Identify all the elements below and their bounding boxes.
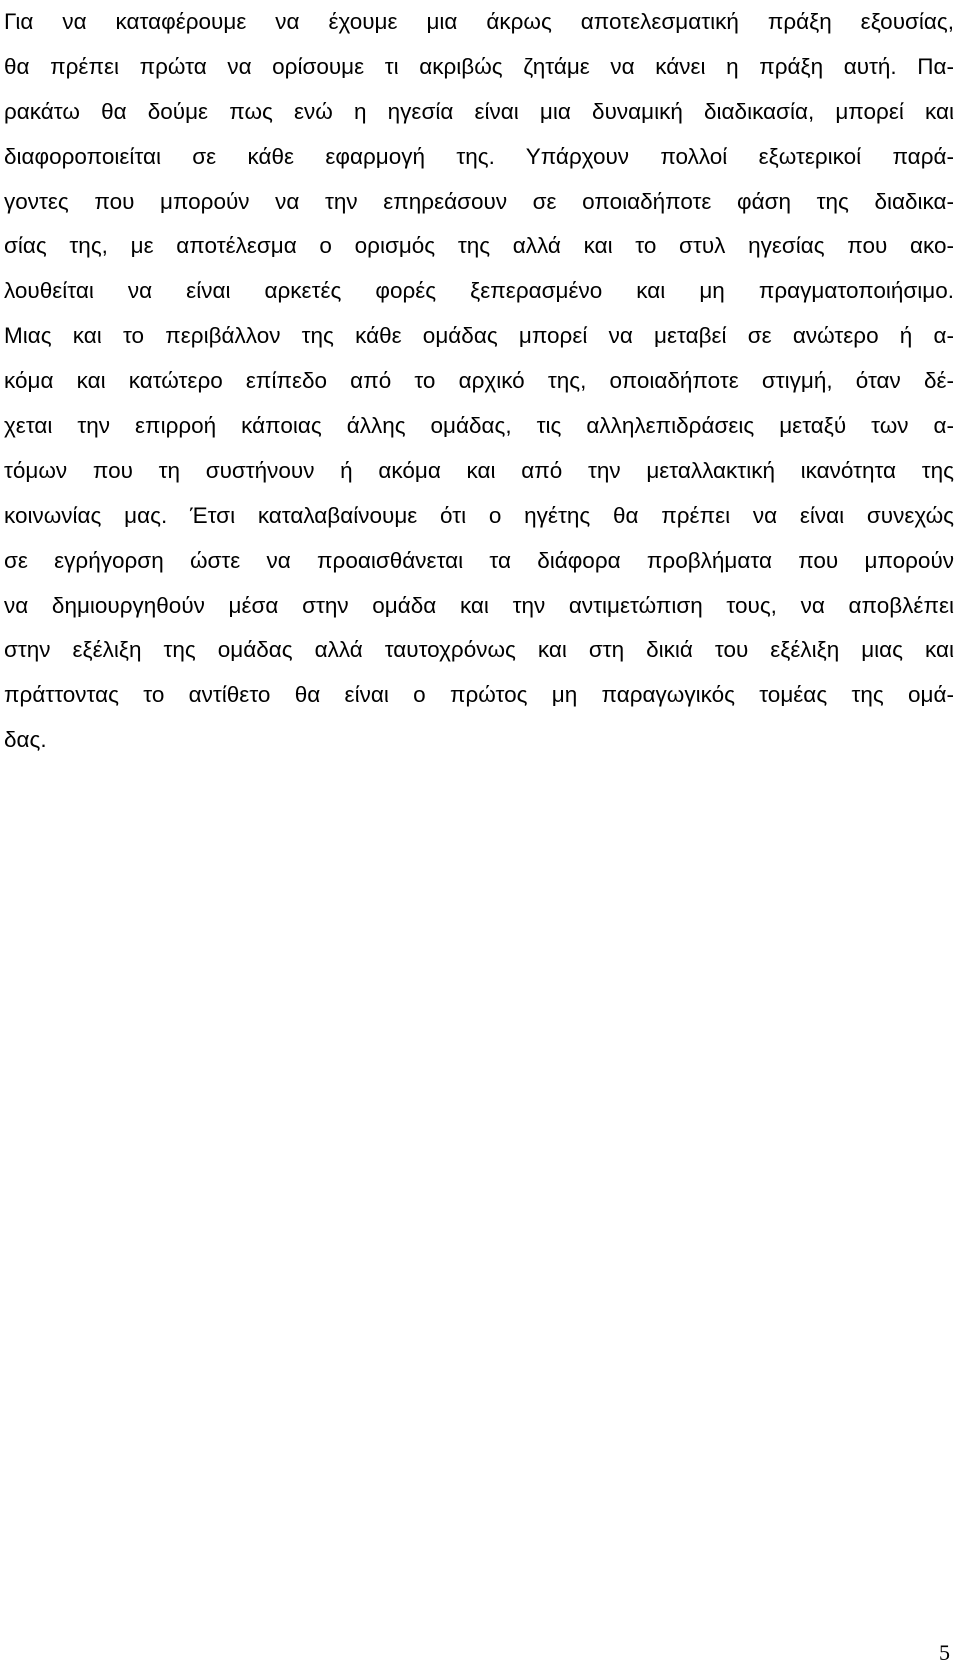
text-line: να δημιουργηθούν μέσα στην ομάδα και την αντιμετώπιση τους, να αποβλέπει <box>4 592 954 618</box>
text-line: σε εγρήγορση ώστε να προαισθάνεται τα διάφορα προβλήματα που μπορούν <box>4 547 954 573</box>
text-line: Μιας και το περιβάλλον της κάθε ομάδας μπορεί να μεταβεί σε ανώτερο ή α- <box>4 323 954 349</box>
text-line: πράττοντας το αντίθετο θα είναι ο πρώτος μη παραγωγικός τομέας της ομά- <box>4 682 954 708</box>
text-line: τόμων που τη συστήνουν ή ακόμα και από την μεταλλακτική ικανότητα της <box>4 457 954 483</box>
text-line: δας. <box>4 727 47 753</box>
text-line: γοντες που μπορούν να την επηρεάσουν σε οποιαδήποτε φάση της διαδικα- <box>4 188 954 214</box>
text-line: Για να καταφέρουμε να έχουμε μια άκρως αποτελεσματική πράξη εξουσίας, <box>4 9 954 34</box>
document-body <box>4 0 954 763</box>
text-line: κοινωνίας μας. Έτσι καταλαβαίνουμε ότι ο ηγέτης θα πρέπει να είναι συνεχώς <box>4 502 954 528</box>
text-line: χεται την επιρροή κάποιας άλλης ομάδας, τις αλληλεπιδράσεις μεταξύ των α- <box>4 413 954 439</box>
text-line: σίας της, με αποτέλεσμα ο ορισμός της αλλά και το στυλ ηγεσίας που ακο- <box>4 233 954 259</box>
text-line: διαφοροποιείται σε κάθε εφαρμογή της. Υπάρχουν πολλοί εξωτερικοί παρά- <box>4 143 954 169</box>
text-line: θα πρέπει πρώτα να ορίσουμε τι ακριβώς ζητάμε να κάνει η πράξη αυτή. Πα- <box>4 53 954 79</box>
text-line: στην εξέλιξη της ομάδας αλλά ταυτοχρόνως και στη δικιά του εξέλιξη μιας και <box>4 637 954 663</box>
text-line: λουθείται να είναι αρκετές φορές ξεπερασμένο και μη πραγματοποιήσιμο. <box>4 278 954 304</box>
text-line: κόμα και κατώτερο επίπεδο από το αρχικό της, οποιαδήποτε στιγμή, όταν δέ- <box>4 368 954 394</box>
page-number: 5 <box>939 1640 950 1665</box>
text-line: ρακάτω θα δούμε πως ενώ η ηγεσία είναι μια δυναμική διαδικασία, μπορεί και <box>4 98 954 124</box>
